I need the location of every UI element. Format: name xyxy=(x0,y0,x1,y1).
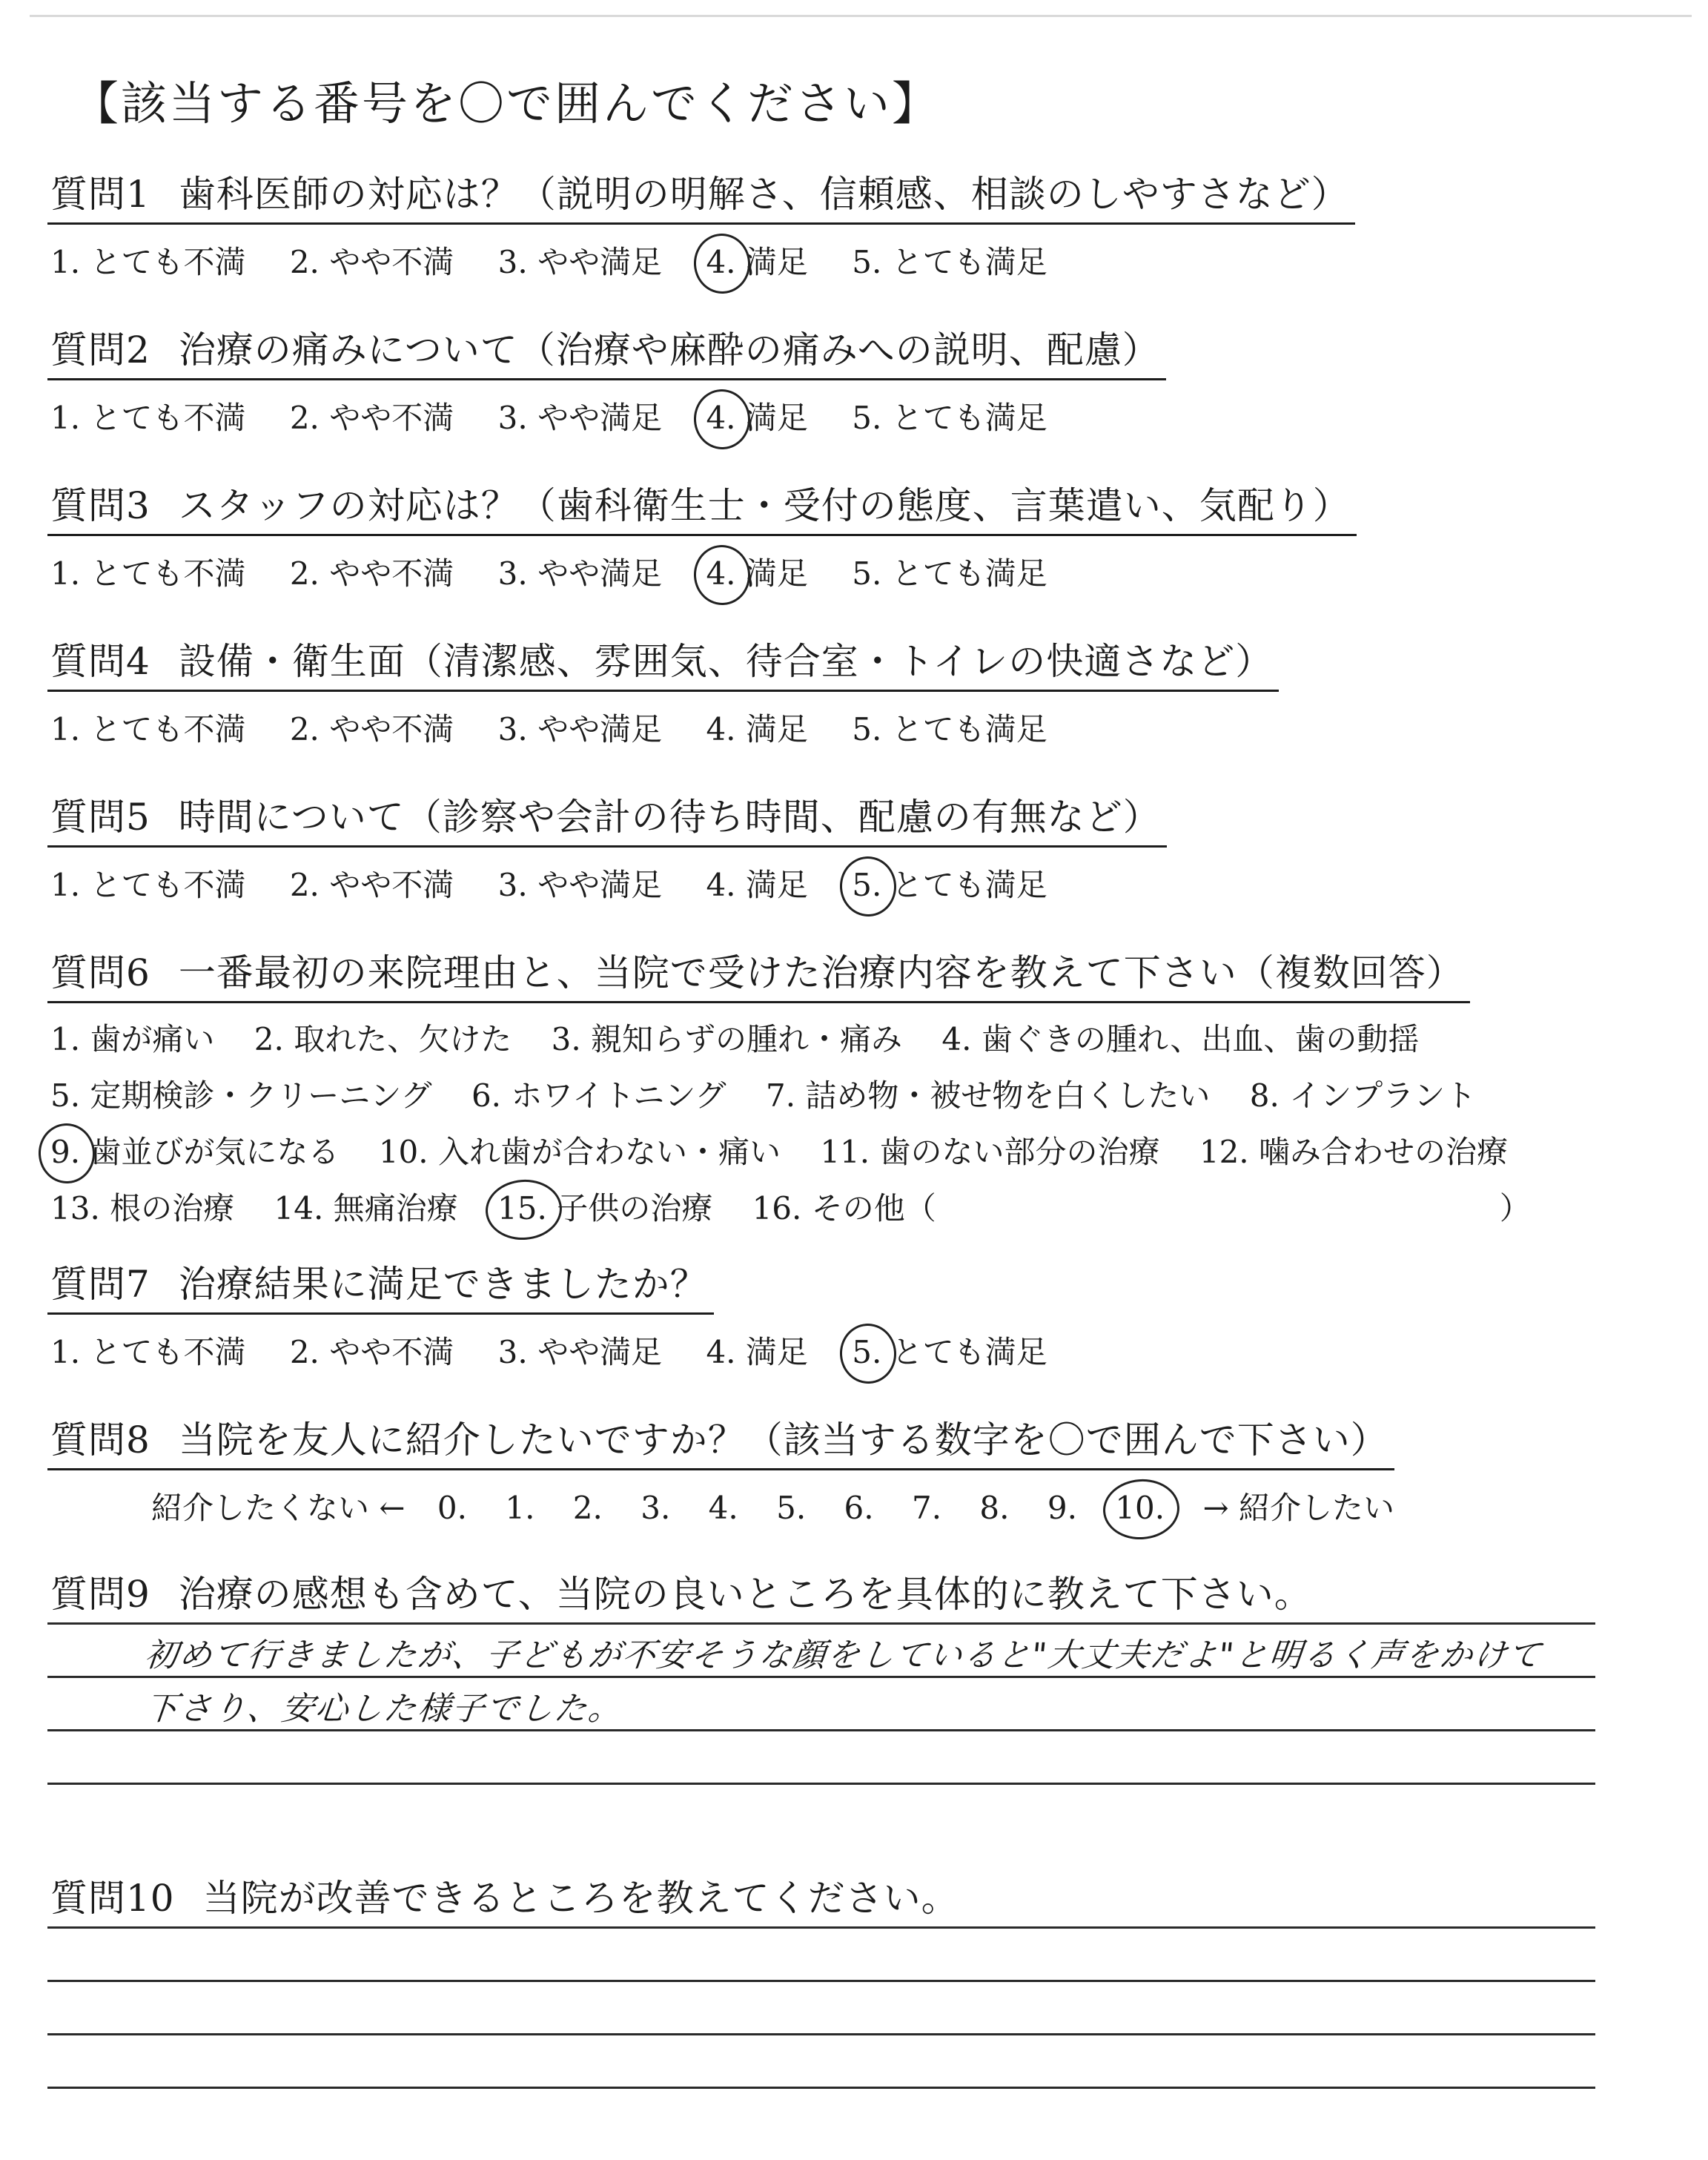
option-1[interactable]: 1. とても不満 xyxy=(50,1334,246,1370)
answer-line xyxy=(47,1729,1595,1731)
option-2[interactable]: 2. やや不満 xyxy=(289,711,454,747)
question-text: 時間について（診察や会計の待ち時間、配慮の有無など） xyxy=(178,796,1161,839)
question-number: 質問10 xyxy=(50,1877,175,1920)
rating-options xyxy=(47,238,1355,283)
q6-item-11[interactable]: 11. 歯のない部分の治療 xyxy=(820,1134,1160,1170)
question-text: 治療の痛みについて（治療や麻酔の痛みへの説明、配慮） xyxy=(178,328,1160,371)
scale-left-label: 紹介したくない ← xyxy=(151,1490,406,1526)
option-4[interactable]: 4. 満足 xyxy=(706,711,808,747)
q6-item-8[interactable]: 8. インプラント xyxy=(1249,1077,1477,1114)
recommend-scale xyxy=(47,1484,1417,1528)
question-9 xyxy=(47,1565,1318,1622)
question-text: 治療の感想も含めて、当院の良いところを具体的に教えて下さい。 xyxy=(178,1573,1312,1616)
scale-8[interactable]: 8. xyxy=(979,1490,1010,1526)
option-2[interactable]: 2. やや不満 xyxy=(289,400,454,436)
q6-item-16[interactable]: 16. その他（ ） xyxy=(752,1190,1531,1226)
question-number: 質問4 xyxy=(50,640,150,683)
option-4-selected[interactable]: 4. 満足 xyxy=(706,555,808,592)
option-2[interactable]: 2. やや不満 xyxy=(289,867,454,903)
q6-item-3[interactable]: 3. 親知らずの腫れ・痛み xyxy=(551,1021,903,1057)
circle-mark: 9. xyxy=(50,1134,81,1170)
question-text: 当院が改善できるところを教えてください。 xyxy=(202,1877,959,1920)
question-4 xyxy=(47,632,1279,750)
option-3[interactable]: 3. やや満足 xyxy=(497,711,663,747)
question-number: 質問7 xyxy=(50,1263,150,1306)
option-3[interactable]: 3. やや満足 xyxy=(497,555,663,592)
handwritten-answer-line-1: 初めて行きましたが、子どもが不安そうな顔をしていると"大丈夫だよ"と明るく声をかけて xyxy=(142,1636,1544,1674)
scan-edge xyxy=(30,15,1692,17)
question-6 xyxy=(47,943,1560,1229)
scale-6[interactable]: 6. xyxy=(844,1490,874,1526)
option-5[interactable]: 5. とても満足 xyxy=(852,400,1047,436)
answer-line xyxy=(47,1980,1595,1982)
q6-row-3 xyxy=(47,1128,1560,1172)
question-4-title xyxy=(47,632,1279,692)
question-number: 質問2 xyxy=(50,328,150,371)
question-7-title xyxy=(47,1255,714,1315)
q6-item-4[interactable]: 4. 歯ぐきの腫れ、出血、歯の動揺 xyxy=(941,1021,1420,1057)
option-3[interactable]: 3. やや満足 xyxy=(497,400,663,436)
scale-right-label: → 紹介したい xyxy=(1202,1490,1394,1526)
question-6-title xyxy=(47,943,1470,1003)
scale-5[interactable]: 5. xyxy=(776,1490,807,1526)
question-10-title xyxy=(47,1869,965,1926)
q6-item-15-selected[interactable]: 15. 子供の治療 xyxy=(497,1190,713,1226)
option-5[interactable]: 5. とても満足 xyxy=(852,244,1047,280)
circle-mark: 15. xyxy=(497,1190,547,1226)
q6-item-1[interactable]: 1. 歯が痛い xyxy=(50,1021,215,1057)
rating-options xyxy=(47,861,1167,905)
scale-4[interactable]: 4. xyxy=(708,1490,738,1526)
circle-mark: 4. xyxy=(706,244,736,280)
question-number: 質問9 xyxy=(50,1573,150,1616)
question-number: 質問8 xyxy=(50,1418,150,1462)
question-text: 当院を友人に紹介したいですか？（該当する数字を〇で囲んで下さい） xyxy=(178,1418,1388,1462)
option-5-selected[interactable]: 5. とても満足 xyxy=(852,867,1047,903)
option-5-selected[interactable]: 5. とても満足 xyxy=(852,1334,1047,1370)
option-1[interactable]: 1. とても不満 xyxy=(50,711,246,747)
option-2[interactable]: 2. やや不満 xyxy=(289,244,454,280)
option-4[interactable]: 4. 満足 xyxy=(706,867,808,903)
option-3[interactable]: 3. やや満足 xyxy=(497,244,663,280)
q6-item-13[interactable]: 13. 根の治療 xyxy=(50,1190,235,1226)
option-1[interactable]: 1. とても不満 xyxy=(50,244,246,280)
option-5[interactable]: 5. とても満足 xyxy=(852,711,1047,747)
question-10 xyxy=(47,1869,965,1926)
question-text: 一番最初の来院理由と、当院で受けた治療内容を教えて下さい（複数回答） xyxy=(178,951,1464,994)
form-title: 【該当する番号を〇で囲んでください】 xyxy=(73,76,941,131)
q6-row-1 xyxy=(47,1015,1560,1060)
circle-mark: 4. xyxy=(706,400,736,436)
scale-0[interactable]: 0. xyxy=(437,1490,467,1526)
rating-options xyxy=(47,549,1357,594)
question-number: 質問5 xyxy=(50,796,150,839)
question-number: 質問6 xyxy=(50,951,150,994)
scale-7[interactable]: 7. xyxy=(911,1490,942,1526)
q6-item-10[interactable]: 10. 入れ歯が合わない・痛い xyxy=(378,1134,781,1170)
q6-item-6[interactable]: 6. ホワイトニング xyxy=(471,1077,726,1114)
question-7 xyxy=(47,1255,1082,1373)
answer-line xyxy=(47,2087,1595,2089)
answer-line xyxy=(47,1926,1595,1929)
question-text: スタッフの対応は？（歯科衛生士・受付の態度、言葉遣い、気配り） xyxy=(178,484,1351,527)
answer-line xyxy=(47,1622,1595,1625)
option-1[interactable]: 1. とても不満 xyxy=(50,400,246,436)
rating-options xyxy=(47,1328,1082,1373)
q6-item-2[interactable]: 2. 取れた、欠けた xyxy=(254,1021,512,1057)
circle-mark: 5. xyxy=(852,1334,882,1370)
option-3[interactable]: 3. やや満足 xyxy=(497,867,663,903)
question-text: 歯科医師の対応は？（説明の明解さ、信頼感、相談のしやすさなど） xyxy=(178,173,1349,216)
option-3[interactable]: 3. やや満足 xyxy=(497,1334,663,1370)
handwritten-answer-line-2: 下さり、安心した様子でした。 xyxy=(142,1690,625,1728)
option-2[interactable]: 2. やや不満 xyxy=(289,1334,454,1370)
question-1-title xyxy=(47,165,1355,225)
option-1[interactable]: 1. とても不満 xyxy=(50,555,246,592)
question-8-title xyxy=(47,1410,1394,1470)
option-4[interactable]: 4. 満足 xyxy=(706,1334,808,1370)
option-4-selected[interactable]: 4. 満足 xyxy=(706,244,808,280)
question-text: 設備・衛生面（清潔感、雰囲気、待合室・トイレの快適さなど） xyxy=(178,640,1274,683)
scale-9[interactable]: 9. xyxy=(1047,1490,1077,1526)
scale-10-selected[interactable] xyxy=(1115,1490,1165,1526)
q6-item-9-selected[interactable]: 9. 歯並びが気になる xyxy=(50,1134,340,1170)
q10-answer-lines[interactable] xyxy=(47,1926,1595,2140)
question-5 xyxy=(47,787,1167,905)
q6-item-7[interactable]: 7. 詰め物・被せ物を白くしたい xyxy=(765,1077,1211,1114)
question-5-title xyxy=(47,787,1167,848)
option-4-selected[interactable]: 4. 満足 xyxy=(706,400,808,436)
circle-mark: 10. xyxy=(1115,1490,1165,1526)
answer-line xyxy=(47,2033,1595,2035)
scale-3[interactable]: 3. xyxy=(640,1490,671,1526)
rating-options xyxy=(47,705,1279,750)
option-5[interactable]: 5. とても満足 xyxy=(852,555,1047,592)
option-1[interactable]: 1. とても不満 xyxy=(50,867,246,903)
q6-item-5[interactable]: 5. 定期検診・クリーニング xyxy=(50,1077,432,1114)
circle-mark: 4. xyxy=(706,555,736,592)
question-2 xyxy=(47,320,1166,438)
circle-mark: 5. xyxy=(852,867,882,903)
q6-item-14[interactable]: 14. 無痛治療 xyxy=(274,1190,458,1226)
question-3-title xyxy=(47,476,1357,536)
rating-options xyxy=(47,394,1166,438)
question-number: 質問1 xyxy=(50,173,150,216)
question-8 xyxy=(47,1410,1417,1528)
scale-1[interactable]: 1. xyxy=(505,1490,535,1526)
answer-line xyxy=(47,1676,1595,1678)
question-text: 治療結果に満足できましたか？ xyxy=(178,1263,708,1306)
question-9-title xyxy=(47,1565,1318,1622)
q6-row-2 xyxy=(47,1071,1560,1116)
question-1 xyxy=(47,165,1355,283)
option-2[interactable]: 2. やや不満 xyxy=(289,555,454,592)
scale-2[interactable]: 2. xyxy=(572,1490,603,1526)
question-number: 質問3 xyxy=(50,484,150,527)
answer-line xyxy=(47,1783,1595,1785)
q6-item-12[interactable]: 12. 噛み合わせの治療 xyxy=(1199,1134,1508,1170)
question-2-title xyxy=(47,320,1166,380)
q6-row-4 xyxy=(47,1184,1560,1229)
question-3 xyxy=(47,476,1357,594)
